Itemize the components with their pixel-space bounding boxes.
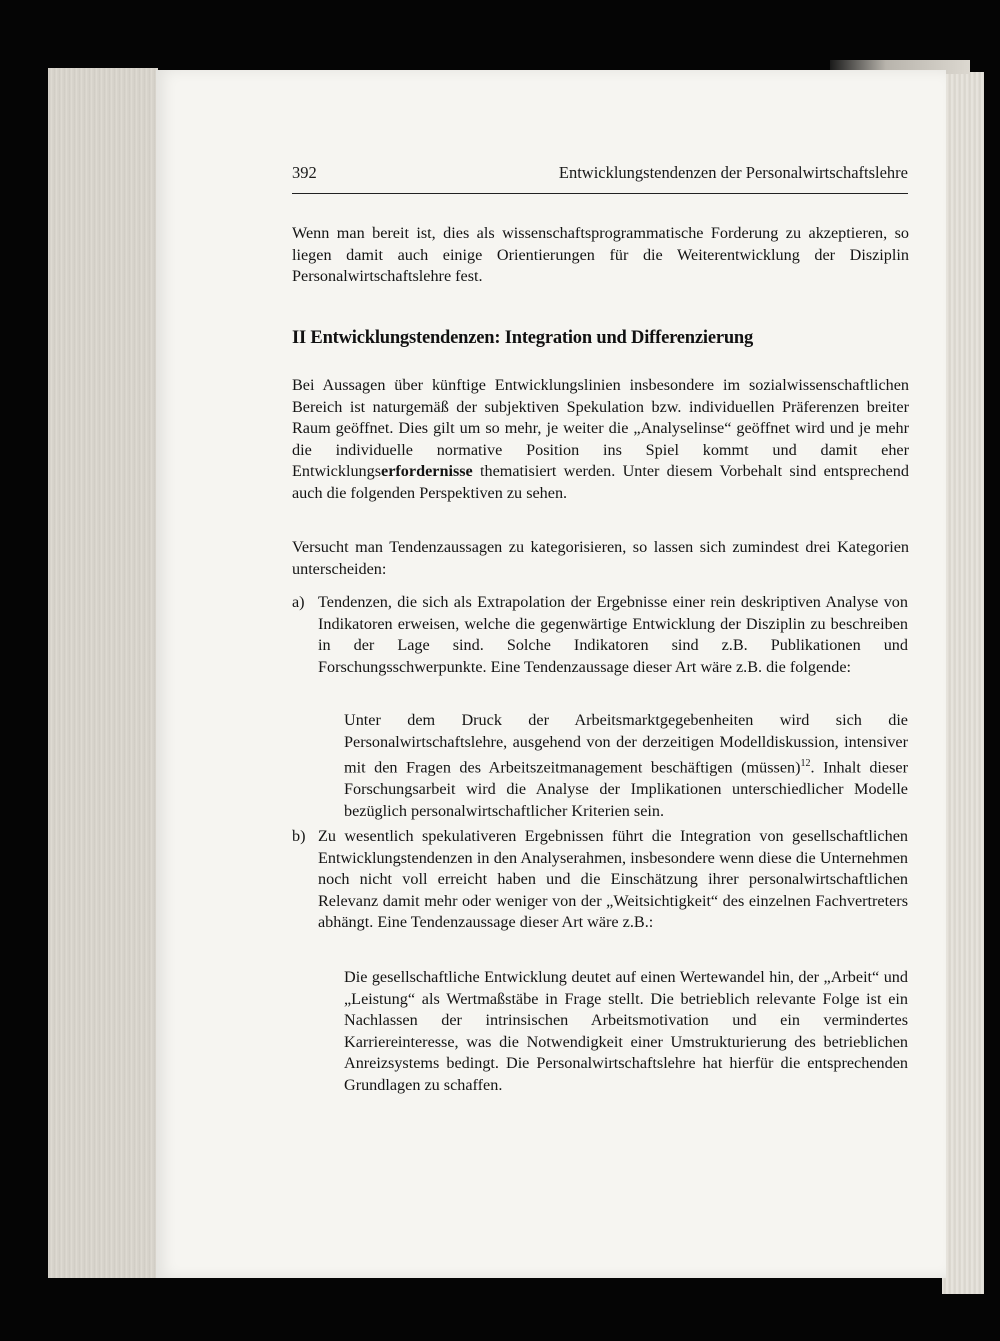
item-a-quote-part2: . Inhalt dieser Forschungsarbeit wird die Analyse der Implikationen unterschiedlicher Modelle bezüglich personalwirtschaftlicher Kriterien sein. (344, 758, 908, 820)
section-heading: II Entwicklungstendenzen: Integration und Differenzierung (292, 328, 754, 348)
paragraph-speculation-part2: thematisiert werden. Unter diesem Vorbehalt sind entsprechend auch die folgenden Perspektiven zu sehen. (292, 462, 909, 502)
item-a-label: a) (292, 593, 305, 611)
page-number: 392 (292, 163, 317, 182)
paragraph-speculation-part1: Bei Aussagen über künftige Entwicklungslinien insbesondere im sozialwissenschaftlichen Bereich ist naturgemäß der subjektiven Spekulation bzw. individuellen Präferenzen breiter Raum geöffnet. Dies gilt um so mehr, je weiter die „Analyselinse“ geöffnet wird und je mehr die individuelle normative Position ins Spiel kommt und damit eher Entwicklungs (292, 376, 909, 481)
footnote-marker: 12 (800, 758, 811, 770)
item-a-quote-part1: Unter dem Druck der Arbeitsmarktgegebenheiten wird sich die Personalwirtschaftslehre, ausgehend von der derzeitigen Modelldiskussion, intensiver mit den Fragen des Arbeitszeitmanagement beschäftigen (müssen) (344, 711, 908, 777)
paragraph-categories: Versucht man Tendenzaussagen zu kategorisieren, so lassen sich zumindest drei Kategorien unterscheiden: (292, 538, 909, 578)
emphasis-erfordernisse: erfordernisse (381, 462, 473, 481)
intro-paragraph: Wenn man bereit ist, dies als wissenschaftsprogrammatische Forderung zu akzeptieren, so liegen damit auch einige Orientierungen für die Weiterentwicklung der Disziplin Personalwirtschaftslehre fest. (292, 224, 909, 286)
item-b-label: b) (292, 827, 306, 845)
page-header (292, 163, 908, 194)
item-a-text: Tendenzen, die sich als Extrapolation der Ergebnisse einer rein deskriptiven Analyse von Indikatoren erweisen, welche die gegenwärtige Entwicklung der Disziplin zu beschreiben in der Lage sind. Solche Indikatoren sind z.B. Publikationen und Forschungsschwerpunkte. Eine Tendenzaussage dieser Art wäre z.B. die folgende: (318, 593, 908, 676)
book-page-edges-left (48, 68, 158, 1278)
paragraph-speculation (292, 375, 909, 505)
item-a-quote (344, 710, 908, 822)
item-b-text: Zu wesentlich spekulativeren Ergebnissen führt die Integration von gesellschaftlichen Entwicklungstendenzen in den Analyserahmen, insbesondere wenn diese die Unternehmen noch nicht voll erreicht haben und die Einschätzung ihrer personalwirtschaftlichen Relevanz damit mehr oder weniger von der „Weitsichtigkeit“ des einzelnen Fachvertreters abhängt. Eine Tendenzaussage dieser Art wäre z.B.: (318, 827, 908, 932)
item-b-quote: Die gesellschaftliche Entwicklung deutet auf einen Wertewandel hin, der „Arbeit“ und „Leistung“ als Wertmaßstäbe in Frage stellt. Die betrieblich relevante Folge ist ein Nachlassen der intrinsischen Arbeitsmotivation und ein vermindertes Karriereinteresse, was die Notwendigkeit einer Umstrukturierung des betrieblichen Anreizsystems bedingt. Die Personalwirtschaftslehre hat hierfür die entsprechenden Grundlagen zu schaffen. (344, 968, 908, 1094)
running-title: Entwicklungstendenzen der Personalwirtschaftslehre (558, 163, 908, 182)
book-page-edges-right (942, 72, 984, 1294)
